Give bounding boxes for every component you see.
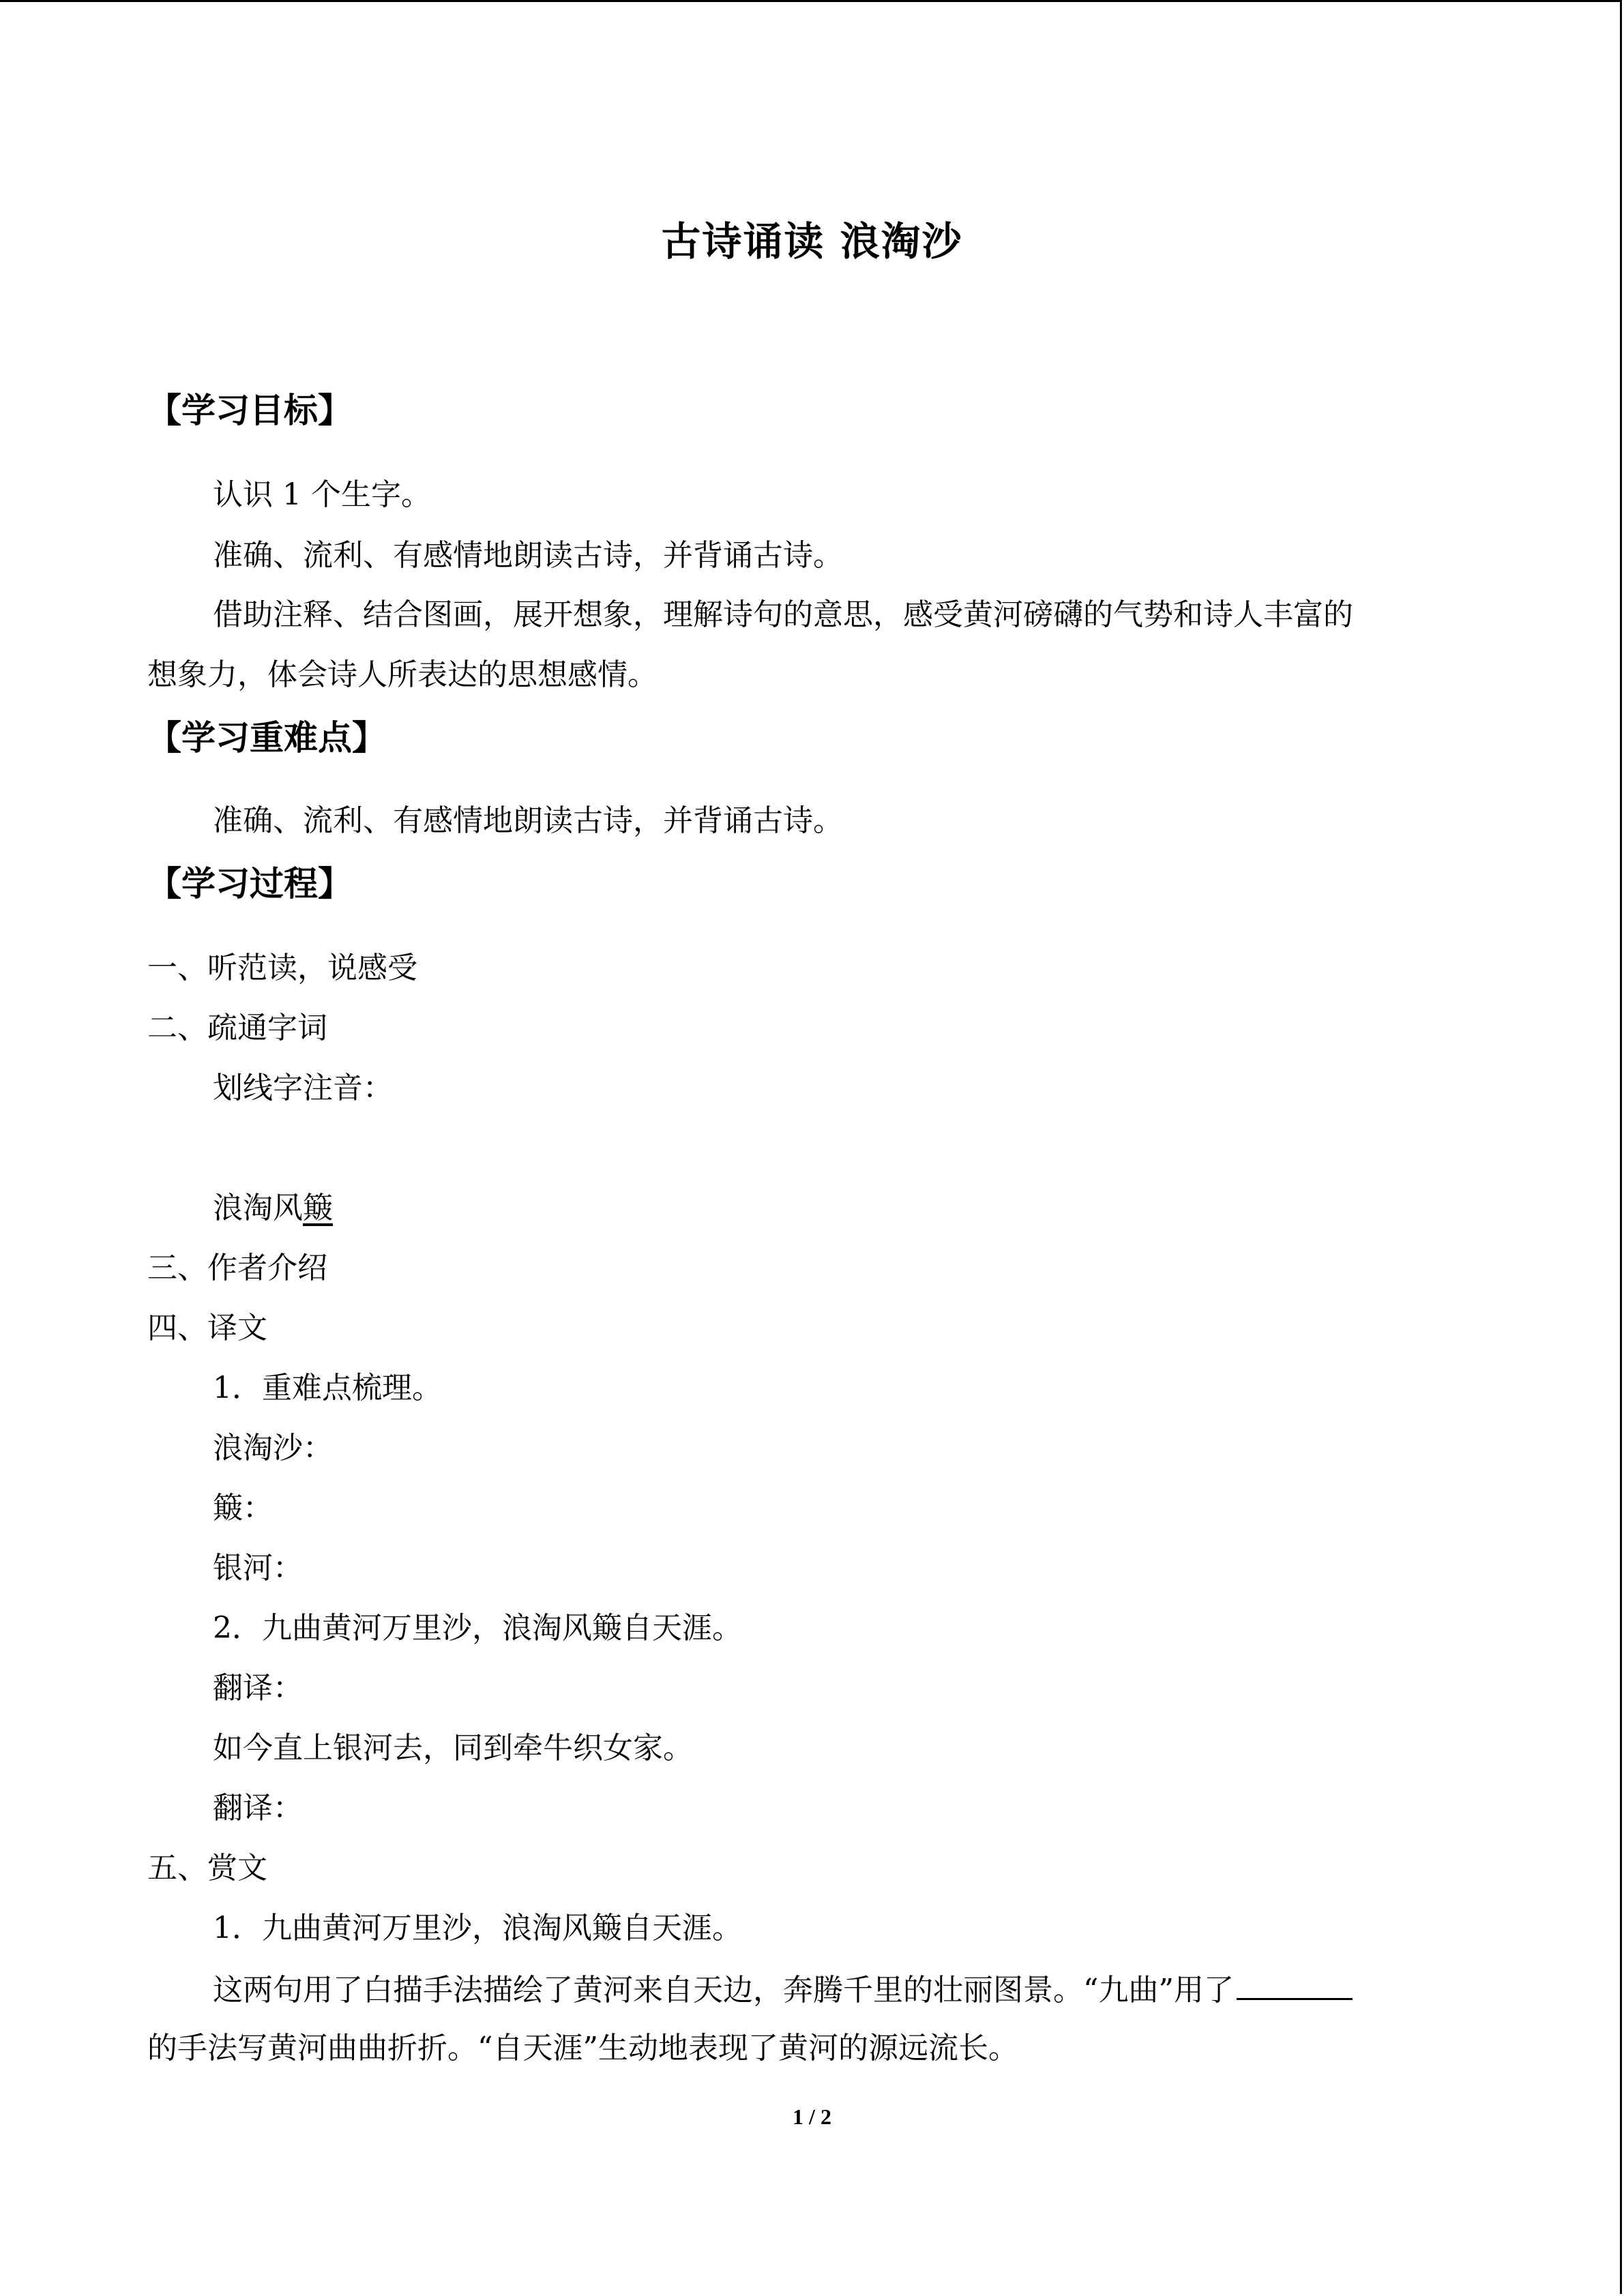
translate-label-1: 翻译： [213, 1671, 303, 1705]
step-2: 二、疏通字词 [147, 1011, 327, 1045]
step-5: 五、赏文 [147, 1851, 267, 1885]
goal-item-3: 借助注释、结合图画，展开想象，理解诗句的意思，感受黄河磅礴的气势和诗人丰富的 [213, 597, 1353, 632]
page-number: 1 / 2 [793, 2104, 831, 2129]
heading-learning-goals: 【学习目标】 [147, 391, 352, 430]
pinyin-prompt: 划线字注音： [213, 1071, 393, 1105]
goal-item-1: 认识 1 个生字。 [213, 477, 431, 512]
heading-key-points: 【学习重难点】 [147, 718, 386, 758]
term-yinhe: 银河： [213, 1551, 303, 1585]
annotated-word-prefix: 浪淘风 [213, 1191, 303, 1225]
annotated-word [213, 1188, 333, 1229]
step-3: 三、作者介绍 [147, 1251, 327, 1285]
step-5-item-1: 1．九曲黄河万里沙，浪淘风簸自天涯。 [213, 1911, 742, 1945]
step-4-item-2: 2．九曲黄河万里沙，浪淘风簸自天涯。 [213, 1611, 742, 1645]
translate-label-2: 翻译： [213, 1791, 303, 1825]
appreciation-text-1-body: 这两句用了白描手法描绘了黄河来自天边，奔腾千里的壮丽图景。“九曲”用了 [213, 1973, 1234, 2008]
appreciation-text-2: 的手法写黄河曲曲折折。“自天涯”生动地表现了黄河的源远流长。 [147, 2031, 1018, 2066]
goal-item-2: 准确、流利、有感情地朗读古诗，并背诵古诗。 [213, 538, 843, 573]
key-point-item-1: 准确、流利、有感情地朗读古诗，并背诵古诗。 [213, 803, 843, 838]
step-1: 一、听范读，说感受 [147, 951, 417, 985]
heading-learning-process: 【学习过程】 [147, 864, 352, 904]
term-langtaosha: 浪淘沙： [213, 1431, 333, 1465]
page-title: 古诗诵读 浪淘沙 [661, 218, 963, 265]
appreciation-text-1 [213, 1968, 1353, 2011]
poem-line-3: 如今直上银河去，同到牵牛织女家。 [213, 1731, 693, 1765]
term-bo: 簸： [213, 1491, 273, 1525]
step-4: 四、译文 [147, 1311, 267, 1345]
step-4-item-1: 1．重难点梳理。 [213, 1371, 442, 1405]
annotated-word-underlined: 簸 [303, 1191, 333, 1225]
fill-in-blank[interactable] [1237, 1968, 1353, 2000]
goal-item-3-continued: 想象力，体会诗人所表达的思想感情。 [147, 657, 658, 692]
